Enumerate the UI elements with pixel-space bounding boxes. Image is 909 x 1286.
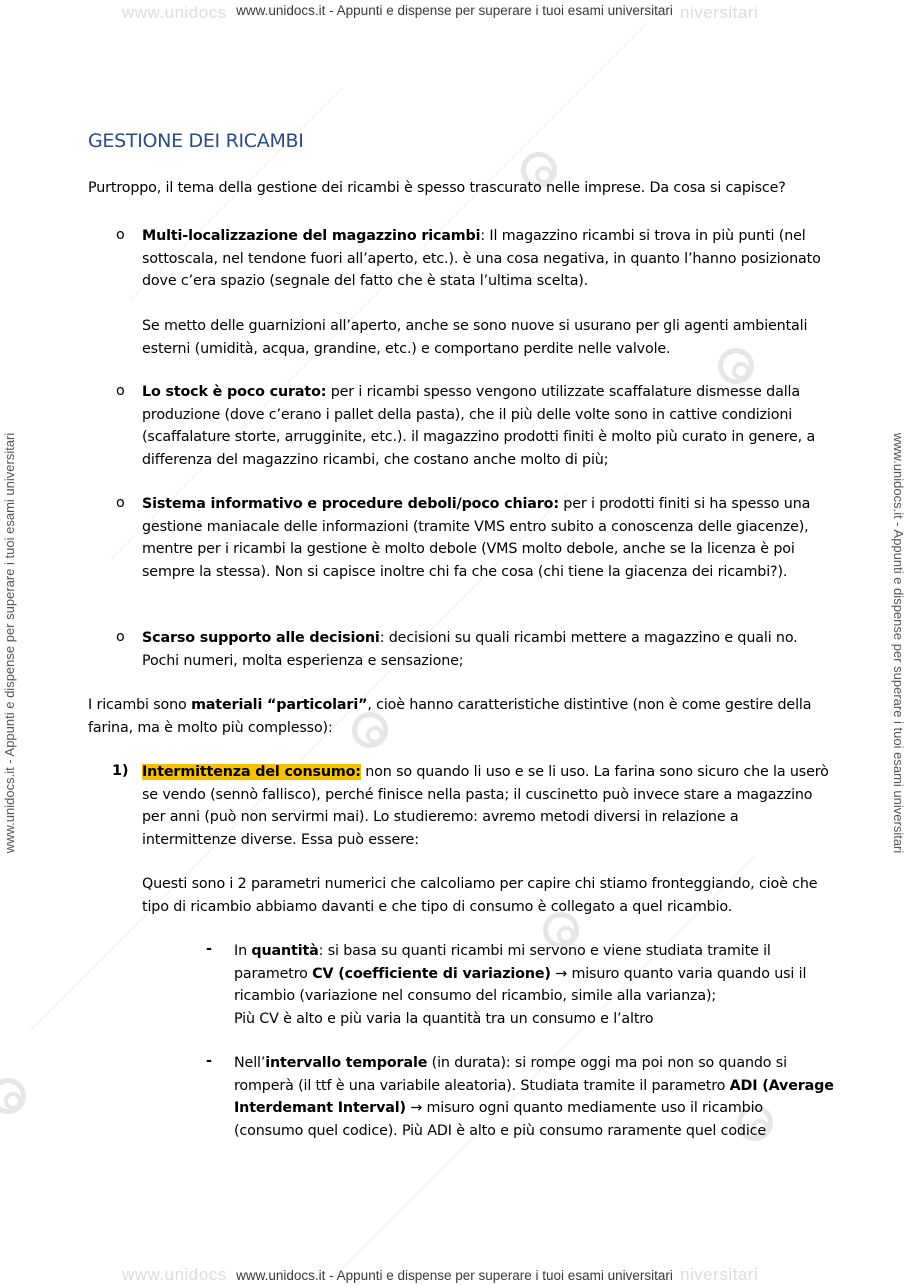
bullet-item bbox=[142, 381, 832, 471]
bullet-item bbox=[142, 493, 832, 583]
intro-paragraph: Purtroppo, il tema della gestione dei ricambi è spesso trascurato nelle imprese. Da cosa si capisce? bbox=[88, 180, 786, 196]
numbered-item bbox=[142, 761, 832, 851]
bullet-marker: o bbox=[116, 383, 125, 399]
dash-item bbox=[234, 1052, 834, 1142]
bullet-heading: Multi-localizzazione del magazzino ricambi bbox=[142, 228, 481, 244]
ghost-watermark-left: www.unidocs bbox=[122, 3, 227, 22]
bullet-body: : decisioni su quali ricambi mettere a magazzino e quali no. Pochi numeri, molta esperienza e sensazione; bbox=[142, 630, 798, 669]
dash-bold: ADI (Average Interdemant Interval) bbox=[234, 1077, 834, 1116]
bullet-marker: o bbox=[116, 629, 125, 645]
bottom-watermark: www.unidocs.it - Appunti e dispense per superare i tuoi esami universitari bbox=[236, 1268, 673, 1283]
dash-marker: - bbox=[206, 941, 212, 957]
bullet-item bbox=[142, 225, 832, 293]
bullet-heading: Scarso supporto alle decisioni bbox=[142, 630, 380, 646]
top-watermark: www.unidocs.it - Appunti e dispense per superare i tuoi esami universitari bbox=[236, 3, 673, 18]
dash-text: (in durata): si rompe oggi ma poi non so quando si romperà (il ttf è una variabile aleatoria). Studiata tramite il parametro bbox=[234, 1055, 787, 1094]
materials-text-post: , cioè hanno caratteristiche distintive (non è come gestire della farina, ma è molto più complesso): bbox=[88, 697, 812, 736]
materials-paragraph bbox=[88, 694, 828, 739]
page-title: GESTIONE DEI RICAMBI bbox=[88, 130, 304, 152]
bullet-body: : Il magazzino ricambi si trova in più punti (nel sottoscala, nel tendone fuori all’aperto, etc.). è una cosa negativa, in quanto l’hanno posizionato dove c’era spazio (segnale del fatto che è stata l’ultima scelta). bbox=[142, 228, 821, 289]
bullet-marker: o bbox=[116, 227, 125, 243]
bullet-item bbox=[142, 627, 832, 672]
dash-bold: quantità bbox=[251, 943, 319, 959]
numbered-heading: Intermittenza del consumo: bbox=[142, 764, 361, 780]
dash-text: → misuro ogni quanto mediamente uso il ricambio (consumo quel codice). Più ADI è alto e più consumo raramente quel codice bbox=[234, 1100, 767, 1139]
bullet-heading: Sistema informativo e procedure deboli/poco chiaro: bbox=[142, 496, 559, 512]
bullet-body: per i prodotti finiti si ha spesso una gestione maniacale delle informazioni (tramite VMS entro subito a conoscenza delle giacenze), mentre per i ricambi la gestione è molto debole (VMS molto debole, anche se la licenza è poi sempre la stessa). Non si capisce inoltre chi fa che cosa (chi tiene la giacenza dei ricambi?). bbox=[142, 496, 811, 580]
dash-text: In bbox=[234, 943, 252, 959]
ghost-watermark-right-bottom: niversitari bbox=[680, 1265, 759, 1284]
watermark-logo-icon bbox=[0, 1078, 26, 1114]
ghost-watermark-right: niversitari bbox=[680, 3, 759, 22]
dash-bold: intervallo temporale bbox=[265, 1055, 428, 1071]
materials-text-pre: I ricambi sono bbox=[88, 697, 192, 713]
bullet-extra: Se metto delle guarnizioni all’aperto, anche se sono nuove si usurano per gli agenti ambientali esterni (umidità, acqua, grandine, etc.) e comportano perdite nelle valvole. bbox=[142, 318, 808, 357]
bullet-marker: o bbox=[116, 495, 125, 511]
ghost-watermark-left-bottom: www.unidocs bbox=[122, 1265, 227, 1284]
dash-item bbox=[234, 940, 834, 1030]
numbered-marker: 1) bbox=[112, 763, 129, 779]
bullet-heading: Lo stock è poco curato: bbox=[142, 384, 327, 400]
right-side-watermark bbox=[891, 0, 906, 1286]
bullet-body: per i ricambi spesso vengono utilizzate scaffalature dismesse dalla produzione (dove c’erano i pallet della pasta), che il più delle volte sono in cattive condizioni (scaffalature storte, arrugginite, etc.). il magazzino prodotti finiti è molto più curato in genere, a differenza del magazzino ricambi, che costano anche molto di più; bbox=[142, 384, 816, 468]
dash-bold: CV (coefficiente di variazione) bbox=[312, 965, 551, 982]
right-side-watermark-text: www.unidocs.it - Appunti e dispense per superare i tuoi esami universitari bbox=[891, 432, 906, 854]
dash-text: Nell’ bbox=[234, 1055, 266, 1071]
materials-bold: materiali “particolari” bbox=[191, 697, 368, 713]
dash-marker: - bbox=[206, 1053, 212, 1069]
numbered-body: non so quando li uso e se li uso. La farina sono sicuro che la userò se vendo (sennò fallisco), perché finisce nella pasta; il cuscinetto può invece stare a magazzino per anni (può non servirmi mai). Lo studieremo: avremo metodi diversi in relazione a intermittenze diverse. Essa può essere: bbox=[142, 764, 829, 848]
left-side-watermark-text: www.unidocs.it - Appunti e dispense per superare i tuoi esami universitari bbox=[2, 432, 17, 854]
numbered-extra: Questi sono i 2 parametri numerici che calcoliamo per capire chi stiamo fronteggiando, cioè che tipo di ricambio abbiamo davanti e che tipo di consumo è collegato a quel ricambio. bbox=[142, 876, 818, 915]
dash-text: : si basa su quanti ricambi mi servono e viene studiata tramite il parametro bbox=[234, 943, 771, 982]
dash-line2: Più CV è alto e più varia la quantità tra un consumo e l’altro bbox=[234, 1010, 654, 1027]
dash-text: → misuro quanto varia quando usi il ricambio (variazione nel consumo del ricambio, simile alla varianza); bbox=[234, 965, 807, 1004]
